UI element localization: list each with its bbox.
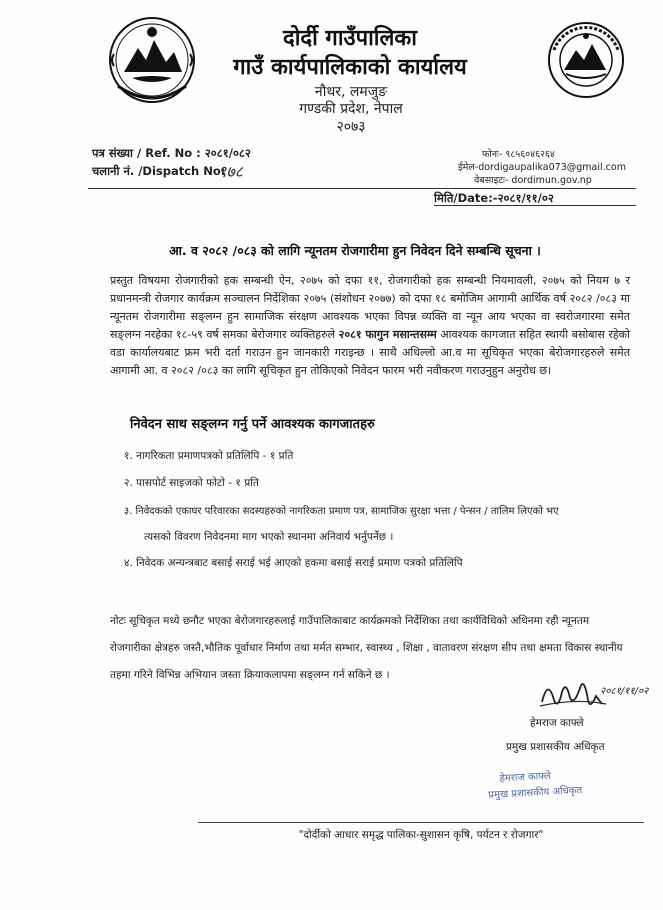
header-divider [88, 188, 636, 189]
stamp-name: हेमराज काफ्ले [499, 770, 551, 785]
document-item-1: १. नागरिकता प्रमाणपत्रको प्रतिलिपि - १ प्रति [124, 450, 294, 462]
body-deadline: २०८१ फागुन मसान्तसम्म [338, 328, 437, 341]
signatory-title: प्रमुख प्रशासकीय अधिकृत [506, 741, 605, 753]
letter-date: मिति/Date:-२०८१/११/०२ [434, 191, 554, 205]
office-name: गाउँ कार्यपालिकाको कार्यालय [233, 55, 467, 80]
signatory-name: हेमराज काफ्ले [530, 717, 584, 729]
documents-heading: निवेदन साथ सङ्लग्न गर्नु पर्ने आवश्यक कागजातहरु [130, 417, 375, 432]
established-year: २०७३ [336, 119, 366, 135]
reference-number: पत्र संख्या / Ref. No : २०८१/०८२ [92, 146, 251, 160]
body-part-1: प्रस्तुत विषयमा रोजगारीको हक सम्बन्धी ऐन, २०७५ को दफा ११, रोजगारीको हक सम्बन्धी नियमावली, २०७५ को नियम ७ र प्रधानमन्त्री रोजगार कार्यक्रम सञ्चालन निर्देशिका २०७५ (संशोधन २०७७) को दफा १८ बमोजिम आगामी आर्थिक वर्ष २०८२ /०८३ मा न्यूनतम रोजगारीमा सङ्लग्न हुन सामाजिक संरक्षण आवश्यक भएका विपन्न व्यक्ति वा न्यून आय भएका वा स्वरोजगारमा समेत सङ्लग्न नरहेका १८-५९ वर्ष समका बेरोजगार व्यक्तिहरुले [110, 274, 630, 341]
document-item-3-continued: त्यसको विवरण निवेदनमा माग भएको स्थानमा अनिवार्य भर्नुपर्नेछ । [144, 531, 394, 543]
handwritten-signature [536, 670, 654, 718]
email-address: ईमेल-dordigaupalika073@gmail.com [458, 162, 626, 173]
body-part-2: आवश्यक कागजात सहित स्थायी बसोबास रहेको वडा कार्यालयबाट फ्रम भरी दर्ता गराउन हुन जानकारी गराइन्छ । साथै अधिल्लो आ.व मा सूचिकृत भएका बेरोजगारहरुले समेत आगामी आ. व २०८२ /०८३ का लागि सूचिकृत हुन तोकिएको निवेदन फारम भरी नवीकरण गराउनुहुन अनुरोध छ। [110, 328, 630, 377]
address-line-1: नौथर, लमजुङ [314, 84, 388, 100]
document-item-2: २. पासपोर्ट साइजको फोटो - १ प्रति [124, 477, 259, 489]
footer-slogan: "दोर्दीको आधार समृद्ध पालिका-सुशासन कृषि, पर्यटन र रोजगार" [298, 829, 544, 841]
notice-note: नोटः सूचिकृत मध्ये छनौट भएका बेरोजगारहरुलाई गाउँपालिकाबाट कार्यक्रमको निर्देशिका तथा कार्यविधिको अधिनमा रही न्यूनतम रोजगारीका क्षेत्रहरु जस्तै,भौतिक पूर्वाधार निर्माण तथा मर्मत सम्भार, स्वास्थ्य , शिक्षा , वातावरण संरक्षण सीप तथा क्षमता विकास स्थानीय तहमा गरिने विभिन्न अभियान जस्ता क्रियाकलापमा सङ्लग्न गर्न सकिने छ । [110, 615, 623, 681]
document-item-3: ३. निवेदकको एकाघर परिवारका सदस्यहरुको नागरिकता प्रमाण पत्र, सामाजिक सुरक्षा भत्ता / पेन्सन / तालिम लिएको भए [124, 506, 559, 517]
notice-subject: आ. व २०८२ /०८३ को लागि न्यूनतम रोजगारीमा हुन निवेदन दिने सम्बन्धि सूचना । [169, 243, 541, 258]
address-line-2: गण्डकी प्रदेश, नेपाल [299, 101, 403, 117]
date-underline [434, 205, 636, 206]
svg-text:२०८१/११/०२: २०८१/११/०२ [600, 686, 649, 697]
document-item-4: ४. निवेदक अन्यन्त्रबाट बसाई सराई भई आएको हकमा बसाई सराई प्रमाण पत्रको प्रतिलिपि [124, 557, 463, 569]
dispatch-label: चलानी नं. /Dispatch No: [92, 164, 226, 178]
organization-name: दोर्दी गाउँपालिका [283, 26, 417, 51]
dispatch-number: ९७८ [218, 162, 243, 181]
notice-body [110, 272, 630, 380]
municipality-seal-logo [546, 20, 626, 100]
footer-divider [198, 822, 644, 823]
phone-number: फोनः- ९८५६०४६२६४ [482, 149, 555, 160]
stamp-title: प्रमुख प्रशासकीय अधिकृत [488, 785, 583, 802]
website-address: वेबसाइटः- dordimun.gov.np [474, 175, 592, 186]
official-stamp [485, 763, 607, 809]
government-emblem-logo [104, 14, 200, 106]
